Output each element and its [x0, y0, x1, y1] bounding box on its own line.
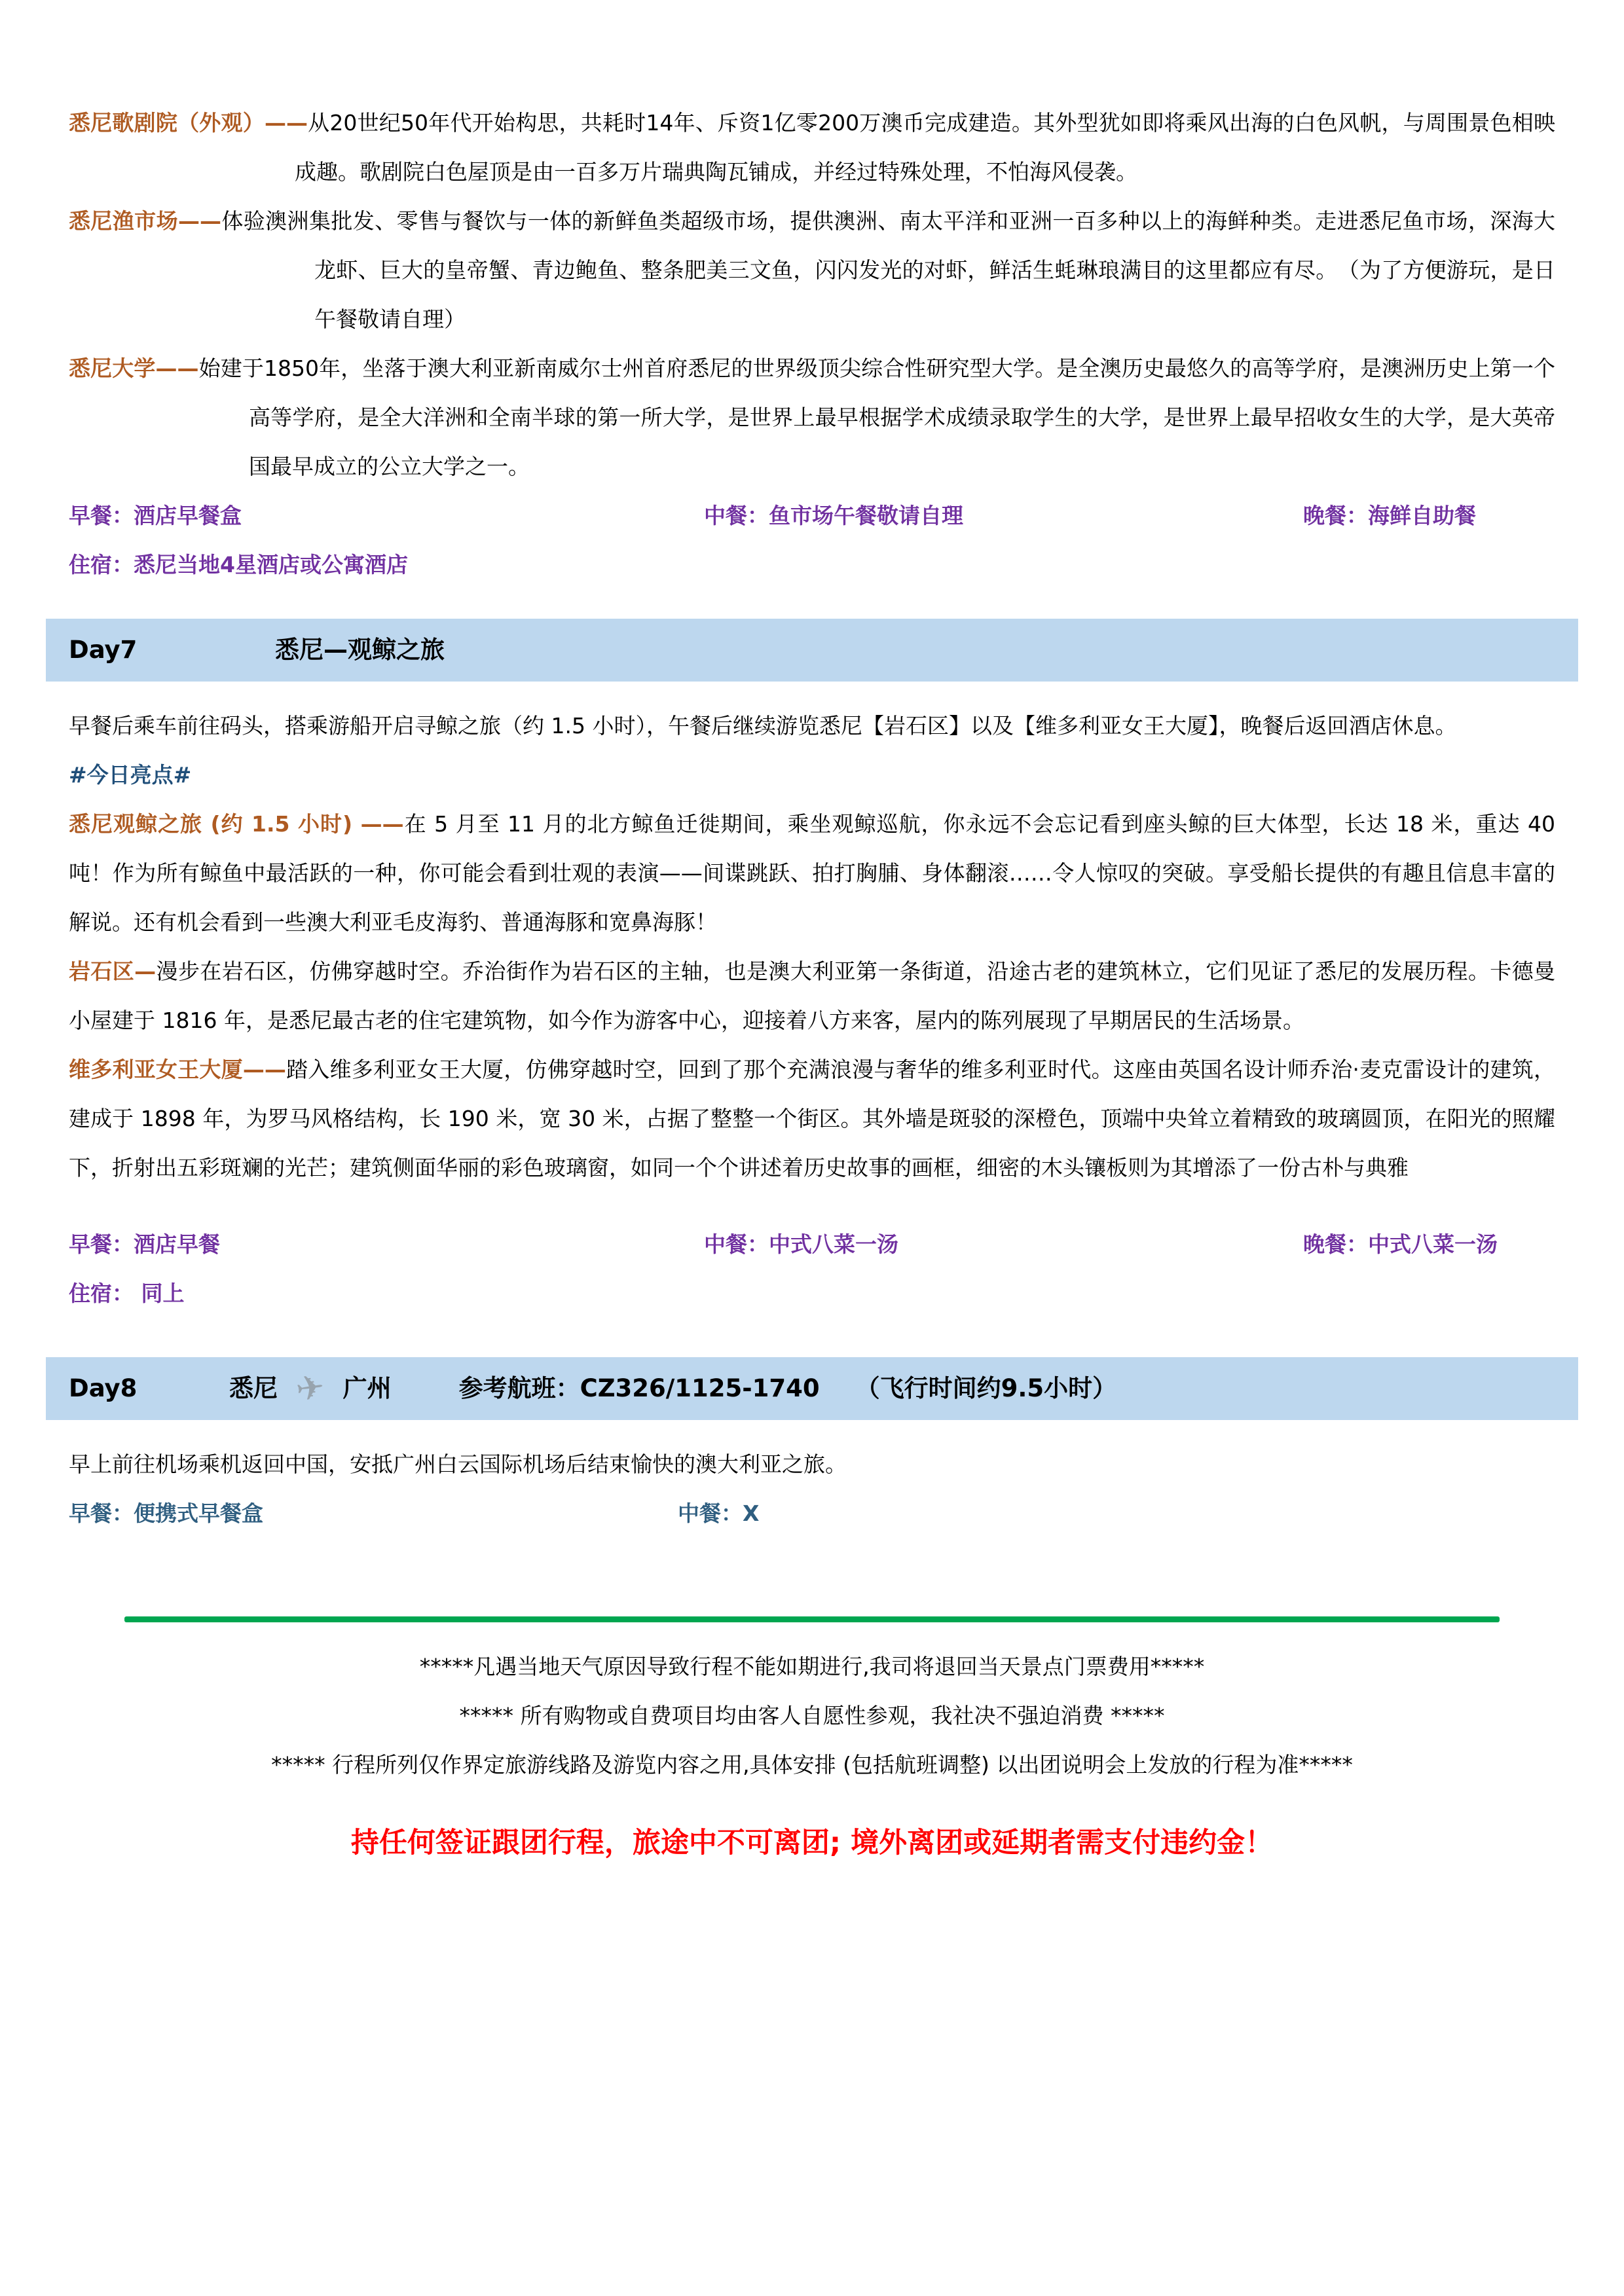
section-opera-house-dash: —— [264, 110, 308, 136]
day6-dinner: 晚餐：海鲜自助餐 [1303, 503, 1476, 528]
section-whale-watching-text: 在 5 月至 11 月的北方鲸鱼迁徙期间，乘坐观鲸巡航，你永远不会忘记看到座头鲸的巨大体型，长达 18 米，重达 40 吨！作为所有鲸鱼中最活跃的一种，你可能会看到壮观的表演——间谍跳跃、拍打胸脯、身体翻滚……令人惊叹的突破。享受船长提供的有趣且信息丰富的解说。还有机会看到一些澳大利亚毛皮海豹、普通海豚和宽鼻海豚！ [69, 811, 1556, 935]
section-the-rocks [69, 947, 1555, 1045]
section-fish-market [69, 196, 1555, 344]
section-the-rocks-label: 岩石区 [69, 958, 135, 984]
day7-lunch: 中餐：中式八菜一汤 [704, 1231, 898, 1257]
day6-lodging: 住宿：悉尼当地4星酒店或公寓酒店 [69, 552, 408, 577]
section-sydney-university-text: 始建于1850年，坐落于澳大利亚新南威尔士州首府悉尼的世界级顶尖综合性研究型大学。是全澳历史最悠久的高等学府，是澳洲历史上第一个高等学府，是全大洋洲和全南半球的第一所大学，是世界上最早根据学术成绩录取学生的大学，是世界上最早招收女生的大学，是大英帝国最早成立的公立大学之一。 [198, 355, 1556, 479]
day8-breakfast: 早餐：便携式早餐盒 [69, 1501, 263, 1526]
day8-flight-number: 参考航班：CZ326/1125-1740 [458, 1374, 820, 1402]
day6-lunch: 中餐：鱼市场午餐敬请自理 [704, 503, 963, 528]
section-the-rocks-dash: — [134, 958, 157, 984]
day7-meal-row [69, 1220, 1555, 1269]
footer-note-shopping: ***** 所有购物或自费项目均由客人自愿性参观，我社决不强迫消费 ***** [459, 1703, 1165, 1728]
section-whale-watching [69, 799, 1555, 947]
day8-from-city: 悉尼 [229, 1374, 278, 1402]
section-sydney-university [69, 344, 1555, 491]
day8-label: Day8 [69, 1374, 138, 1402]
section-qvb-text: 踏入维多利亚女王大厦，仿佛穿越时空，回到了那个充满浪漫与奢华的维多利亚时代。这座由英国名设计师乔治·麦克雷设计的建筑，建成于 1898 年，为罗马风格结构，长 190 米，宽 30 米，占据了整整一个街区。其外墙是斑驳的深橙色，顶端中央耸立着精致的玻璃圆顶，在阳光的照耀下，折射出五彩斑斓的光芒；建筑侧面华丽的彩色玻璃窗，如同一个个讲述着历史故事的画框，细密的木头镶板则为其增添了一份古朴与典雅 [69, 1057, 1555, 1180]
section-qvb-dash: —— [242, 1057, 286, 1082]
day7-breakfast: 早餐：酒店早餐 [69, 1231, 220, 1257]
day7-dinner: 晚餐：中式八菜一汤 [1303, 1231, 1498, 1257]
day7-header-bar [46, 619, 1578, 682]
section-opera-house [69, 98, 1555, 196]
section-fish-market-text: 体验澳洲集批发、零售与餐饮与一体的新鲜鱼类超级市场，提供澳洲、南太平洋和亚洲一百多种以上的海鲜种类。走进悉尼鱼市场，深海大龙虾、巨大的皇帝蟹、青边鲍鱼、整条肥美三文鱼，闪闪发光的对虾，鲜活生蚝琳琅满目的这里都应有尽。 （为了方便游玩，是日午餐敬请自理） [221, 208, 1556, 332]
day8-flight-duration: （飞行时间约9.5小时） [855, 1374, 1117, 1402]
day8-lunch: 中餐：X [678, 1501, 760, 1526]
section-whale-watching-label: 悉尼观鲸之旅 (约 1.5 小时) [69, 811, 361, 837]
airplane-icon: ✈ [293, 1367, 327, 1410]
day8-meal-row [69, 1489, 1555, 1538]
footer-note-schedule: ***** 行程所列仅作界定旅游线路及游览内容之用,具体安排 (包括航班调整) 以出团说明会上发放的行程为准***** [271, 1752, 1353, 1777]
day6-breakfast: 早餐：酒店早餐盒 [69, 503, 242, 528]
section-fish-market-label: 悉尼渔市场 [69, 208, 178, 234]
section-queen-victoria-building [69, 1045, 1555, 1192]
section-sydney-university-label: 悉尼大学 [69, 355, 156, 381]
divider-line [124, 1616, 1500, 1622]
day6-meal-row [69, 491, 1555, 540]
section-qvb-label: 维多利亚女王大厦 [69, 1057, 243, 1082]
section-opera-house-text: 从20世纪50年代开始构思，共耗时14年、斥资1亿零200万澳币完成建造。其外型犹如即将乘风出海的白色风帆，与周围景色相映成趣。歌剧院白色屋顶是由一百多万片瑞典陶瓦铺成，并经过特殊处理，不怕海风侵袭。 [295, 110, 1555, 185]
section-whale-watching-dash: —— [360, 811, 404, 837]
day8-summary-paragraph: 早上前往机场乘机返回中国，安抵广州白云国际机场后结束愉快的澳大利亚之旅。 [69, 1451, 847, 1477]
section-the-rocks-text: 漫步在岩石区，仿佛穿越时空。乔治街作为岩石区的主轴，也是澳大利亚第一条街道，沿途古老的建筑林立，它们见证了悉尼的发展历程。卡德曼小屋建于 1816 年，是悉尼最古老的住宅建筑物，如今作为游客中心，迎接着八方来客，屋内的陈列展现了早期居民的生活场景。 [69, 958, 1556, 1033]
day8-to-city: 广州 [342, 1374, 392, 1402]
day7-label: Day7 [69, 636, 138, 664]
day7-summary-paragraph: 早餐后乘车前往码头，搭乘游船开启寻鲸之旅（约 1.5 小时），午餐后继续游览悉尼【岩石区】以及【维多利亚女王大厦】，晚餐后返回酒店休息。 [69, 713, 1457, 738]
section-fish-market-dash: —— [177, 208, 221, 234]
day7-title: 悉尼—观鲸之旅 [275, 636, 445, 664]
day7-lodging: 住宿： 同上 [69, 1281, 185, 1306]
footer-note-weather: *****凡遇当地天气原因导致行程不能如期进行,我司将退回当天景点门票费用***** [419, 1654, 1205, 1679]
day8-header-bar [46, 1357, 1578, 1420]
today-highlights-heading: #今日亮点# [69, 762, 192, 788]
visa-warning-text: 持任何签证跟团行程，旅途中不可离团; 境外离团或延期者需支付违约金！ [350, 1827, 1274, 1859]
section-sydney-university-dash: —— [155, 355, 199, 381]
section-opera-house-label: 悉尼歌剧院（外观） [69, 110, 265, 136]
